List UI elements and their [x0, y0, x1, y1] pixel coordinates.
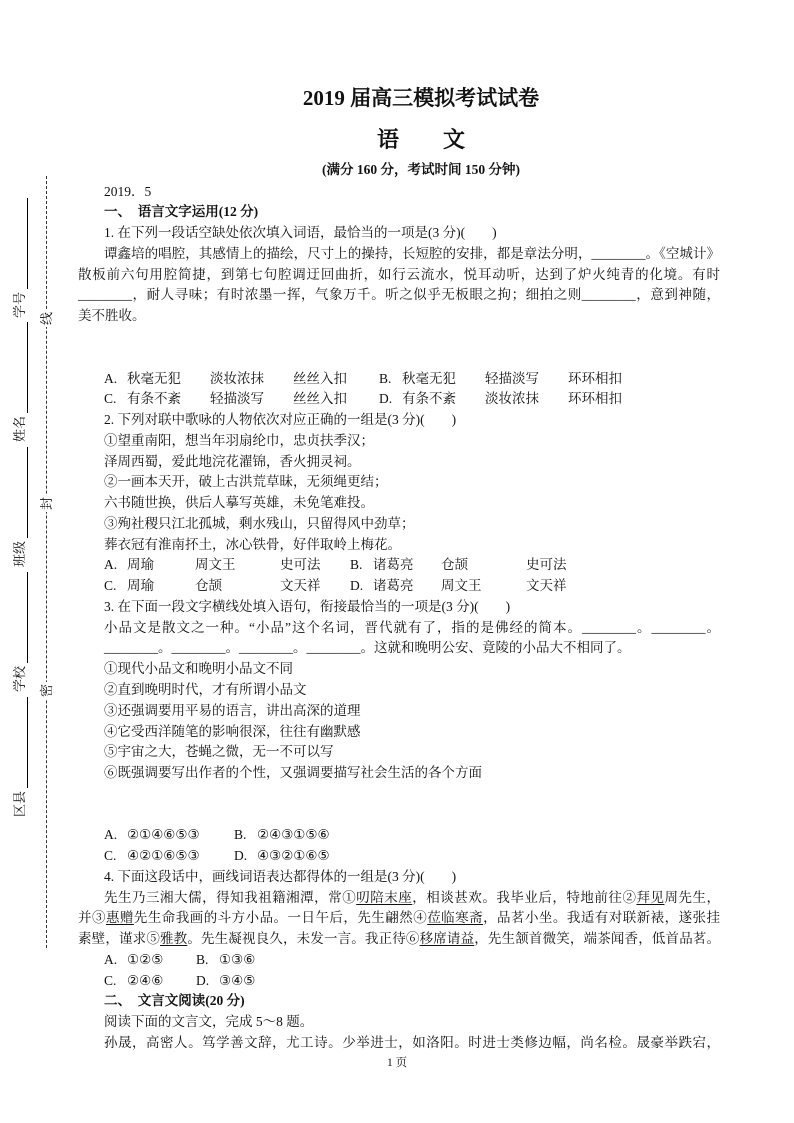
seal-mark-line: 线 — [39, 311, 54, 325]
option-label: B. — [196, 951, 209, 967]
option-choice: 丝丝入扣 — [293, 370, 347, 386]
spacer — [78, 784, 720, 826]
text-run: 先生命我画的斗方小品。一日午后，先生翩然④ — [133, 910, 428, 926]
underlined-phrase: 移席请益 — [419, 931, 475, 947]
q3-sentence: ③还强调要用平易的语言，讲出高深的道理 — [104, 702, 361, 718]
margin-field-label: 班级 — [12, 540, 27, 567]
option-choice: 轻描淡写 — [485, 370, 539, 386]
q2-couplet-line: 葬衣冠有淮南抔土，冰心铁骨，好伴取岭上梅花。 — [104, 536, 401, 552]
q1-option-d — [379, 389, 654, 410]
option-label: D. — [196, 972, 210, 988]
margin-field-student-id — [10, 198, 28, 318]
option-choice: 秋毫无犯 — [402, 370, 456, 386]
underlined-phrase: 雅教 — [159, 931, 188, 947]
q2-options-row — [78, 576, 720, 597]
q4-option-b — [196, 950, 288, 971]
margin-field-school — [10, 572, 28, 692]
q3-passage-line: 小品文是散文之一种。“小品”这个名词，晋代就有了，指的是佛经的简本。________。________。 — [104, 619, 720, 635]
option-choice: ①②⑤ — [127, 951, 164, 967]
q2-option-d — [350, 576, 596, 597]
margin-field-label: 姓名 — [12, 415, 27, 442]
q3-sentence: ④它受西洋随笔的影响很深，往往有幽默感 — [104, 723, 361, 739]
q3-option-d — [234, 846, 364, 867]
q3-options-row — [78, 825, 720, 846]
option-choice: 有条不紊 — [402, 391, 456, 407]
option-choice: 史可法 — [526, 557, 567, 573]
margin-field-label: 区县 — [12, 790, 27, 817]
q2-options-row — [78, 555, 720, 576]
q4-passage-line — [78, 929, 720, 950]
text-run: ，品茗小坐。我适有对联新裱，遂张挂 — [483, 910, 721, 926]
option-choice: 文天祥 — [280, 578, 321, 594]
option-choice: 环环相扣 — [568, 391, 622, 407]
option-choice: 丝丝入扣 — [293, 391, 347, 407]
text-run: 。先生凝视良久，未发一言。我正待⑥ — [187, 931, 420, 947]
q2-couplet-line: 六书随世换，供后人摹写英雄，未免笔难投。 — [104, 495, 374, 511]
option-choice: ②①④⑥⑤③ — [127, 827, 200, 843]
option-choice: ②④⑥ — [127, 972, 164, 988]
margin-field-name — [10, 322, 28, 442]
option-choice: 仓颉 — [441, 557, 468, 573]
q1-option-a — [104, 369, 379, 390]
q3-option-a — [104, 825, 234, 846]
section-2-heading: 二、 文言文阅读(20 分) — [104, 993, 245, 1009]
option-choice: 周瑜 — [127, 557, 154, 573]
margin-field-blank — [10, 447, 28, 538]
q2-option-b — [350, 555, 596, 576]
margin-field-blank — [10, 697, 28, 788]
q2-stem: 2. 下列对联中歌咏的人物依次对应正确的一组是(3 分)( ) — [104, 412, 457, 428]
q2-couplet-line: 泽周西蜀，爱此地浣花濯锦，香火拥灵祠。 — [104, 453, 361, 469]
q3-sentence: ⑤宇宙之大，苍蝇之微，无一不可以写 — [104, 744, 334, 760]
option-choice: ④②①⑥⑤③ — [127, 848, 200, 864]
option-label: B. — [350, 557, 363, 573]
option-choice: 秋毫无犯 — [127, 370, 181, 386]
q4-option-c — [104, 971, 196, 992]
option-choice: 淡妆浓抹 — [210, 370, 264, 386]
text-run: 素壁，谨求⑤ — [78, 931, 160, 947]
q3-option-c — [104, 846, 234, 867]
option-choice: 周文王 — [195, 557, 236, 573]
q4-options-row — [78, 971, 720, 992]
option-choice: ①③⑥ — [219, 951, 256, 967]
option-choice: 周瑜 — [127, 578, 154, 594]
option-label: A. — [104, 557, 118, 573]
underlined-phrase: 莅临寒斋 — [427, 910, 484, 926]
q1-passage-line: ________，耐人寻味；有时浓墨一挥，气象万千。听之似乎无板眼之拘；细拍之则________，意到神随， — [78, 287, 720, 303]
q4-option-a — [104, 950, 196, 971]
q4-stem: 4. 下面这段话中，画线词语表达都得体的一组是(3 分)( ) — [104, 868, 457, 884]
option-choice: ②④③①⑤⑥ — [257, 827, 330, 843]
option-choice: ③④⑤ — [219, 972, 256, 988]
text-run: ，先生颔首微笑，端茶闻香，低首品茗。 — [474, 931, 721, 947]
option-choice: 史可法 — [280, 557, 321, 573]
option-label: D. — [350, 578, 364, 594]
option-choice: 诸葛亮 — [373, 578, 414, 594]
subject-title: 语 文 — [376, 127, 465, 152]
option-choice: 周文王 — [441, 578, 482, 594]
q4-passage-line — [78, 888, 720, 909]
option-choice: 仓颉 — [195, 578, 222, 594]
margin-field-district — [10, 697, 28, 817]
option-choice: 诸葛亮 — [373, 557, 414, 573]
q3-sentence: ①现代小品文和晚明小品文不同 — [104, 661, 293, 677]
text-run: 并③ — [78, 910, 106, 926]
binding-dashed-line — [46, 176, 47, 948]
section-1-heading: 一、 语言文字运用(12 分) — [104, 204, 259, 220]
option-label: C. — [104, 972, 117, 988]
exam-date: 2019．5 — [104, 183, 152, 199]
option-label: C. — [104, 848, 117, 864]
q3-stem: 3. 在下面一段文字横线处填入语句，衔接最恰当的一项是(3 分)( ) — [104, 598, 511, 614]
q3-sentence: ②直到晚明时代，才有所谓小品文 — [104, 681, 307, 697]
text-run: 周先生， — [664, 889, 721, 905]
q1-options-row — [78, 369, 720, 390]
margin-field-blank — [10, 198, 28, 289]
q1-option-c — [104, 389, 379, 410]
section-2-instruction: 阅读下面的文言文，完成 5～8 题。 — [104, 1014, 314, 1030]
option-label: C. — [104, 578, 117, 594]
page-number: 1 页 — [386, 1057, 408, 1069]
q1-stem: 1. 在下列一段话空缺处依次填入词语，最恰当的一项是(3 分)( ) — [104, 225, 497, 241]
q3-option-b — [234, 825, 364, 846]
option-label: D. — [379, 391, 393, 407]
margin-field-label: 学号 — [12, 291, 27, 318]
underlined-phrase: 叨陪末座 — [356, 889, 413, 905]
option-label: A. — [104, 370, 118, 386]
underlined-phrase: 惠赠 — [105, 910, 134, 926]
q1-options-row — [78, 389, 720, 410]
q2-option-c — [104, 576, 350, 597]
option-choice: 环环相扣 — [568, 370, 622, 386]
margin-field-blank — [10, 322, 28, 413]
margin-field-blank — [10, 572, 28, 663]
option-label: A. — [104, 951, 118, 967]
option-choice: 轻描淡写 — [210, 391, 264, 407]
option-label: C. — [104, 391, 117, 407]
seal-mark-seal: 封 — [39, 496, 54, 510]
q2-couplet-line: ③殉社稷只江北孤城，剩水残山，只留得风中劲草； — [104, 515, 415, 531]
q2-couplet-line: ②一画本天开，破上古洪荒草昧，无须绳更结； — [104, 474, 388, 490]
classical-passage-line: 孙晟，高密人。笃学善文辞，尤工诗。少举进士，如洛阳。时进士类修边幅，尚名检。晟豪举跌宕， — [104, 1035, 720, 1051]
option-label: A. — [104, 827, 118, 843]
q2-option-a — [104, 555, 350, 576]
option-choice: 有条不紊 — [127, 391, 181, 407]
option-choice: ④③②①⑥⑤ — [257, 848, 330, 864]
underlined-phrase: 拜见 — [636, 889, 665, 905]
exam-title: 2019 届高三模拟考试试卷 — [302, 86, 540, 110]
q4-option-d — [196, 971, 288, 992]
option-choice: 文天祥 — [526, 578, 567, 594]
option-label: B. — [379, 370, 392, 386]
q1-passage-line: 谭鑫培的唱腔，其感情上的描绘，尺寸上的操持，长短腔的安排，都是章法分明，________。《空城计》 — [104, 245, 720, 261]
margin-field-class — [10, 447, 28, 567]
option-choice: 淡妆浓抹 — [485, 391, 539, 407]
option-label: D. — [234, 848, 248, 864]
q4-options-row — [78, 950, 720, 971]
q3-passage-line: ________。________。________。________。这就和晚明公安、竟陵的小品大不相同了。 — [104, 640, 631, 656]
q1-option-b — [379, 369, 654, 390]
q3-sentence: ⑥既强调要写出作者的个性，又强调要描写社会生活的各个方面 — [104, 765, 482, 781]
q2-couplet-line: ①望重南阳，想当年羽扇纶巾，忠贞扶季汉； — [104, 432, 374, 448]
spacer — [78, 327, 720, 369]
margin-field-label: 学校 — [12, 665, 27, 692]
exam-info: (满分 160 分，考试时间 150 分钟) — [322, 162, 520, 177]
option-label: B. — [234, 827, 247, 843]
exam-body — [78, 182, 720, 1054]
text-run: 先生乃三湘大儒，得知我祖籍湘潭，常① — [104, 889, 357, 905]
q4-passage-line — [78, 908, 720, 929]
text-run: ，相谈甚欢。我毕业后，特地前往② — [412, 889, 637, 905]
q1-passage-line: 美不胜收。 — [78, 308, 146, 324]
seal-mark-secret: 密 — [39, 683, 54, 697]
q3-options-row — [78, 846, 720, 867]
q1-passage-line: 散板前六句用腔简捷，到第七句腔调迂回曲折，如行云流水，悦耳动听，达到了炉火纯青的化境。有时 — [78, 266, 720, 282]
